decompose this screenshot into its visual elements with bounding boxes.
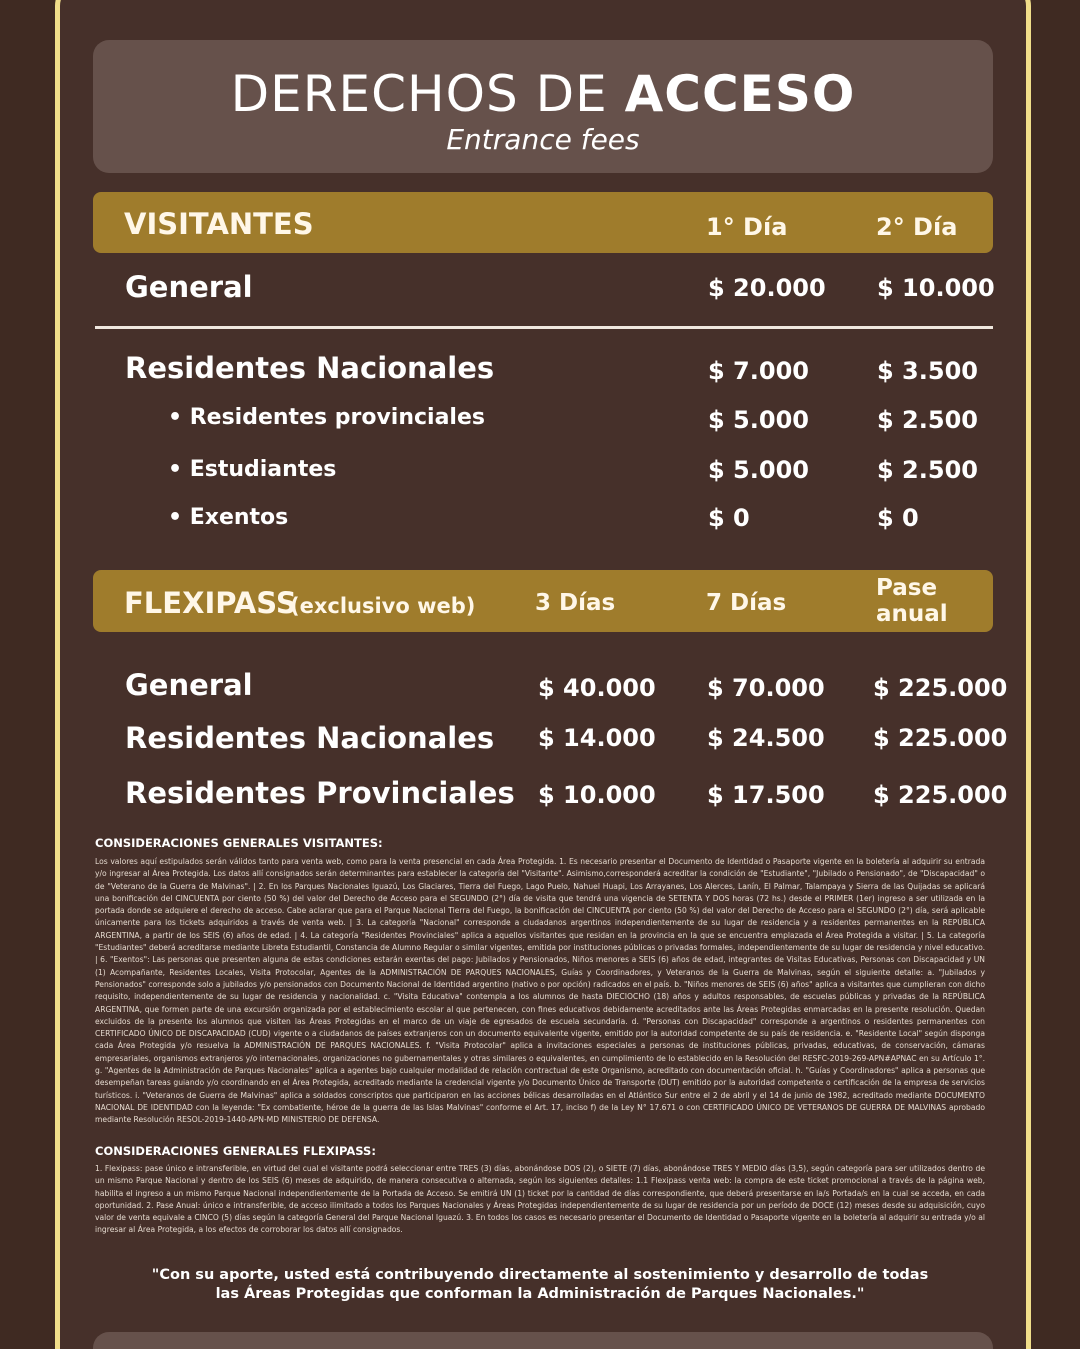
bottom-panel bbox=[93, 1332, 993, 1349]
title-light: DERECHOS DE bbox=[230, 65, 625, 123]
section-divider bbox=[95, 326, 993, 329]
row-residentes-provinciales-day2: $ 2.500 bbox=[877, 406, 978, 434]
row-residentes-nacionales-label: Residentes Nacionales bbox=[125, 351, 495, 385]
row-residentes-provinciales-day1: $ 5.000 bbox=[708, 406, 809, 434]
col-day2-header: 2° Día bbox=[876, 213, 958, 241]
row-residentes-nacionales-day1: $ 7.000 bbox=[708, 357, 809, 385]
flex-row-residentes-nacionales-label: Residentes Nacionales bbox=[125, 721, 495, 755]
col-3dias-header: 3 Días bbox=[535, 590, 616, 616]
flex-row-general-anual: $ 225.000 bbox=[873, 674, 1008, 702]
flex-row-general-7dias: $ 70.000 bbox=[707, 674, 825, 702]
row-estudiantes-label: • Estudiantes bbox=[168, 457, 337, 482]
flex-row-residentes-provinciales-7dias: $ 17.500 bbox=[707, 781, 825, 809]
considerations-visitantes-heading: CONSIDERACIONES GENERALES VISITANTES: bbox=[95, 836, 383, 850]
row-residentes-nacionales-day2: $ 3.500 bbox=[877, 357, 978, 385]
row-general-day2: $ 10.000 bbox=[877, 274, 995, 302]
flex-row-residentes-nacionales-3dias: $ 14.000 bbox=[538, 724, 656, 752]
flexipass-header: FLEXIPASS bbox=[124, 586, 297, 620]
col-pase-anual-line2: anual bbox=[876, 601, 948, 627]
considerations-visitantes-body: Los valores aquí estipulados serán válidos tanto para venta web, como para la venta presencial en cada Área Protegida. 1. Es necesario presentar el Documento de Identidad o Pasaporte vigente en la boletería al adquirir su entrada y/o ingresar al Área Protegida. Los datos allí consignados serán determinantes para establecer la categoría del "Visitante". Asimismo,corresponderá acreditar la condición de "Estudiante", "Jubilado o Pensionado", de "Discapacidad" o de "Veterano de la Guerra de Malvinas". | 2. En los Parques Nacionales Iguazú, Los Glaciares, Tierra del Fuego, Lago Puelo, Nahuel Huapi, Los Arrayanes, Los Alerces, Lanín, El Palmar, Talampaya y Sierra de las Quijadas se aplicará una bonificación del CINCUENTA por ciento (50 %) del valor del Derecho de Acceso para el SEGUNDO (2°) día de visita que tendrá una vigencia de SETENTA Y DOS horas (72 hs.) desde el PRIMER (1er) ingreso a ser utilizada en la portada donde se adquiere el derecho de acceso. Cabe aclarar que para el Parque Nacional Tierra del Fuego, la bonificación del CINCUENTA por ciento (50 %) del valor del Derecho de Acceso para el SEGUNDO (2°) día, será aplicable únicamente para los tickets adquiridos a través de venta web. | 3. La categoría "Nacional" corresponde a ciudadanos argentinos independientemente de su lugar de residencia y a residentes permanentes en la REPÚBLICA ARGENTINA, a partir de los SEIS (6) años de edad. | 4. La categoría "Residentes Provinciales" aplica a aquellos visitantes que residan en la provincia en la que se encuentra emplazada el Área Protegida a visitar. | 5. La categoría "Estudiantes" deberá acreditarse mediante Libreta Estudiantil, Constancia de Alumno Regular o similar vigentes, emitida por instituciones públicas o privadas formales, independientemente de su lugar de residencia y nivel educativo. | 6. "Exentos": Las personas que presenten alguna de estas condiciones estarán exentas del pago: Jubilados y Pensionados, Niños menores a SEIS (6) años de edad, integrantes de Visitas Educativas, Personas con Discapacidad y UN (1) Acompañante, Residentes Locales, Visita Protocolar, Agentes de la ADMINISTRACIÓN DE PARQUES NACIONALES, Guías y Coordinadores, y Veteranos de la Guerra de Malvinas, según el siguiente detalle: a. "Jubilados y Pensionados" corresponde solo a jubilados y/o pensionados con Documento Nacional de Identidad argentino (nativo o por opción) radicados en el país. b. "Niños menores de SEIS (6) años" aplica a visitantes que cumplieran con dicho requisito, independientemente de su lugar de residencia y nacionalidad. c. "Visita Educativa" contempla a los alumnos de hasta DIECIOCHO (18) años y adultos responsables, de escuelas públicas y privadas de la REPÚBLICA ARGENTINA, que formen parte de una excursión organizada por el establecimiento escolar al que pertenecen, con fines educativos debidamente acreditados ante las Áreas Protegidas enmarcadas en la presente resolución. Quedan excluidos de la presente los alumnos que visiten las Áreas Protegidas en el marco de un viaje de egresados de escuela secundaria. d. "Personas con Discapacidad" corresponde a argentinos o residentes permanentes con CERTIFICADO ÚNICO DE DISCAPACIDAD (CUD) vigente o a ciudadanos de países extranjeros con un documento equivalente vigente, emitido por la autoridad competente de su país de residencia. e. "Residente Local" según disponga cada Área Protegida y/o resuelva la ADMINISTRACIÓN DE PARQUES NACIONALES. f. "Visita Protocolar" aplica a invitaciones especiales a personas de instituciones públicas, privadas, educativas, de conservación, cámaras empresariales, organismos extranjeros y/o internacionales, organizaciones no gubernamentales y otras similares o equivalentes, en cumplimiento de lo establecido en la Resolución del RESFC-2019-269-APN#APNAC en su Artículo 1°. g. "Agentes de la Administración de Parques Nacionales" aplica a agentes bajo cualquier modalidad de relación contractual de este Organismo, acreditado con documentación oficial. h. "Guías y Coordinadores" aplica a personas que desempeñan tareas guiando y/o coordinando en el Área Protegida, acreditado mediante la credencial vigente y/o Documento Único de Transporte (DUT) emitido por la autoridad competente o certificación de la empresa de servicios turísticos. i. "Veteranos de Guerra de Malvinas" aplica a soldados conscriptos que participaron en las acciones bélicas desarrolladas en el Atlántico Sur entre el 2 de abril y el 14 de junio de 1982, acreditado mediante DOCUMENTO NACIONAL DE IDENTIDAD con la leyenda: "Ex combatiente, héroe de la guerra de las Islas Malvinas" conforme el Art. 17, inciso f) de la Ley N° 17.671 o con CERTIFICADO ÚNICO DE VETERANOS DE GUERRA DE MALVINAS aprobado mediante Resolución RESOL-2019-1440-APN-MD MINISTERIO DE DEFENSA. bbox=[95, 857, 985, 1125]
row-exentos-day2: $ 0 bbox=[877, 504, 919, 532]
title-box bbox=[93, 40, 993, 173]
flex-row-residentes-provinciales-3dias: $ 10.000 bbox=[538, 781, 656, 809]
considerations-flexipass-heading: CONSIDERACIONES GENERALES FLEXIPASS: bbox=[95, 1144, 376, 1158]
visitantes-header-band bbox=[93, 192, 993, 253]
row-general-day1: $ 20.000 bbox=[708, 274, 826, 302]
flexipass-header-note: (exclusivo web) bbox=[290, 594, 476, 618]
closing-quote: "Con su aporte, usted está contribuyendo directamente al sostenimiento y desarrollo de todas las Áreas Protegidas que conforman la Administración de Parques Nacionales." bbox=[151, 1267, 929, 1302]
col-7dias-header: 7 Días bbox=[706, 590, 787, 616]
flex-row-residentes-nacionales-7dias: $ 24.500 bbox=[707, 724, 825, 752]
page-subtitle: Entrance fees bbox=[446, 123, 640, 156]
page-title bbox=[93, 64, 993, 124]
flex-row-residentes-provinciales-label: Residentes Provinciales bbox=[125, 776, 515, 810]
row-residentes-provinciales-label: • Residentes provinciales bbox=[168, 405, 485, 430]
visitantes-header: VISITANTES bbox=[124, 207, 314, 241]
row-estudiantes-day2: $ 2.500 bbox=[877, 456, 978, 484]
flex-row-residentes-provinciales-anual: $ 225.000 bbox=[873, 781, 1008, 809]
row-exentos-day1: $ 0 bbox=[708, 504, 750, 532]
col-pase-anual-header bbox=[876, 575, 948, 627]
title-bold: ACCESO bbox=[624, 65, 856, 123]
col-pase-anual-line1: Pase bbox=[876, 575, 938, 601]
flex-row-residentes-nacionales-anual: $ 225.000 bbox=[873, 724, 1008, 752]
flexipass-header-band bbox=[93, 570, 993, 632]
considerations-flexipass-body: 1. Flexipass: pase único e intransferible, en virtud del cual el visitante podrá seleccionar entre TRES (3) días, abonándose DOS (2), o SIETE (7) días, abonándose TRES Y MEDIO días (3,5), según categoría para ser utilizados dentro de un mismo Parque Nacional y dentro de los SEIS (6) meses de adquirido, de manera consecutiva o alternada, según los siguientes detalles: 1.1 Flexipass venta web: la compra de este ticket promocional a través de la página web, habilita el ingreso a un mismo Parque Nacional independientemente de la Portada de Acceso. Se emitirá UN (1) ticket por la cantidad de días correspondiente, que deberá presentarse en la/s Portada/s en la cual se acceda, en cada oportunidad. 2. Pase Anual: único e intransferible, de acceso ilimitado a todos los Parques Nacionales y Áreas Protegidas independientemente de su lugar de residencia por un período de DOCE (12) meses desde su adquisición, cuyo valor de venta equivale a CINCO (5) días según la categoría General del Parque Nacional Iguazú. 3. En todos los casos es necesario presentar el Documento de Identidad o Pasaporte vigente en la boletería al adquirir su entrada y/o al ingresar al Área Protegida, a los efectos de corroborar los datos allí consignados. bbox=[95, 1164, 985, 1235]
flex-row-general-3dias: $ 40.000 bbox=[538, 674, 656, 702]
row-exentos-label: • Exentos bbox=[168, 505, 289, 530]
row-estudiantes-day1: $ 5.000 bbox=[708, 456, 809, 484]
flex-row-general-label: General bbox=[125, 668, 253, 702]
col-day1-header: 1° Día bbox=[706, 213, 788, 241]
row-general-label: General bbox=[125, 270, 253, 304]
